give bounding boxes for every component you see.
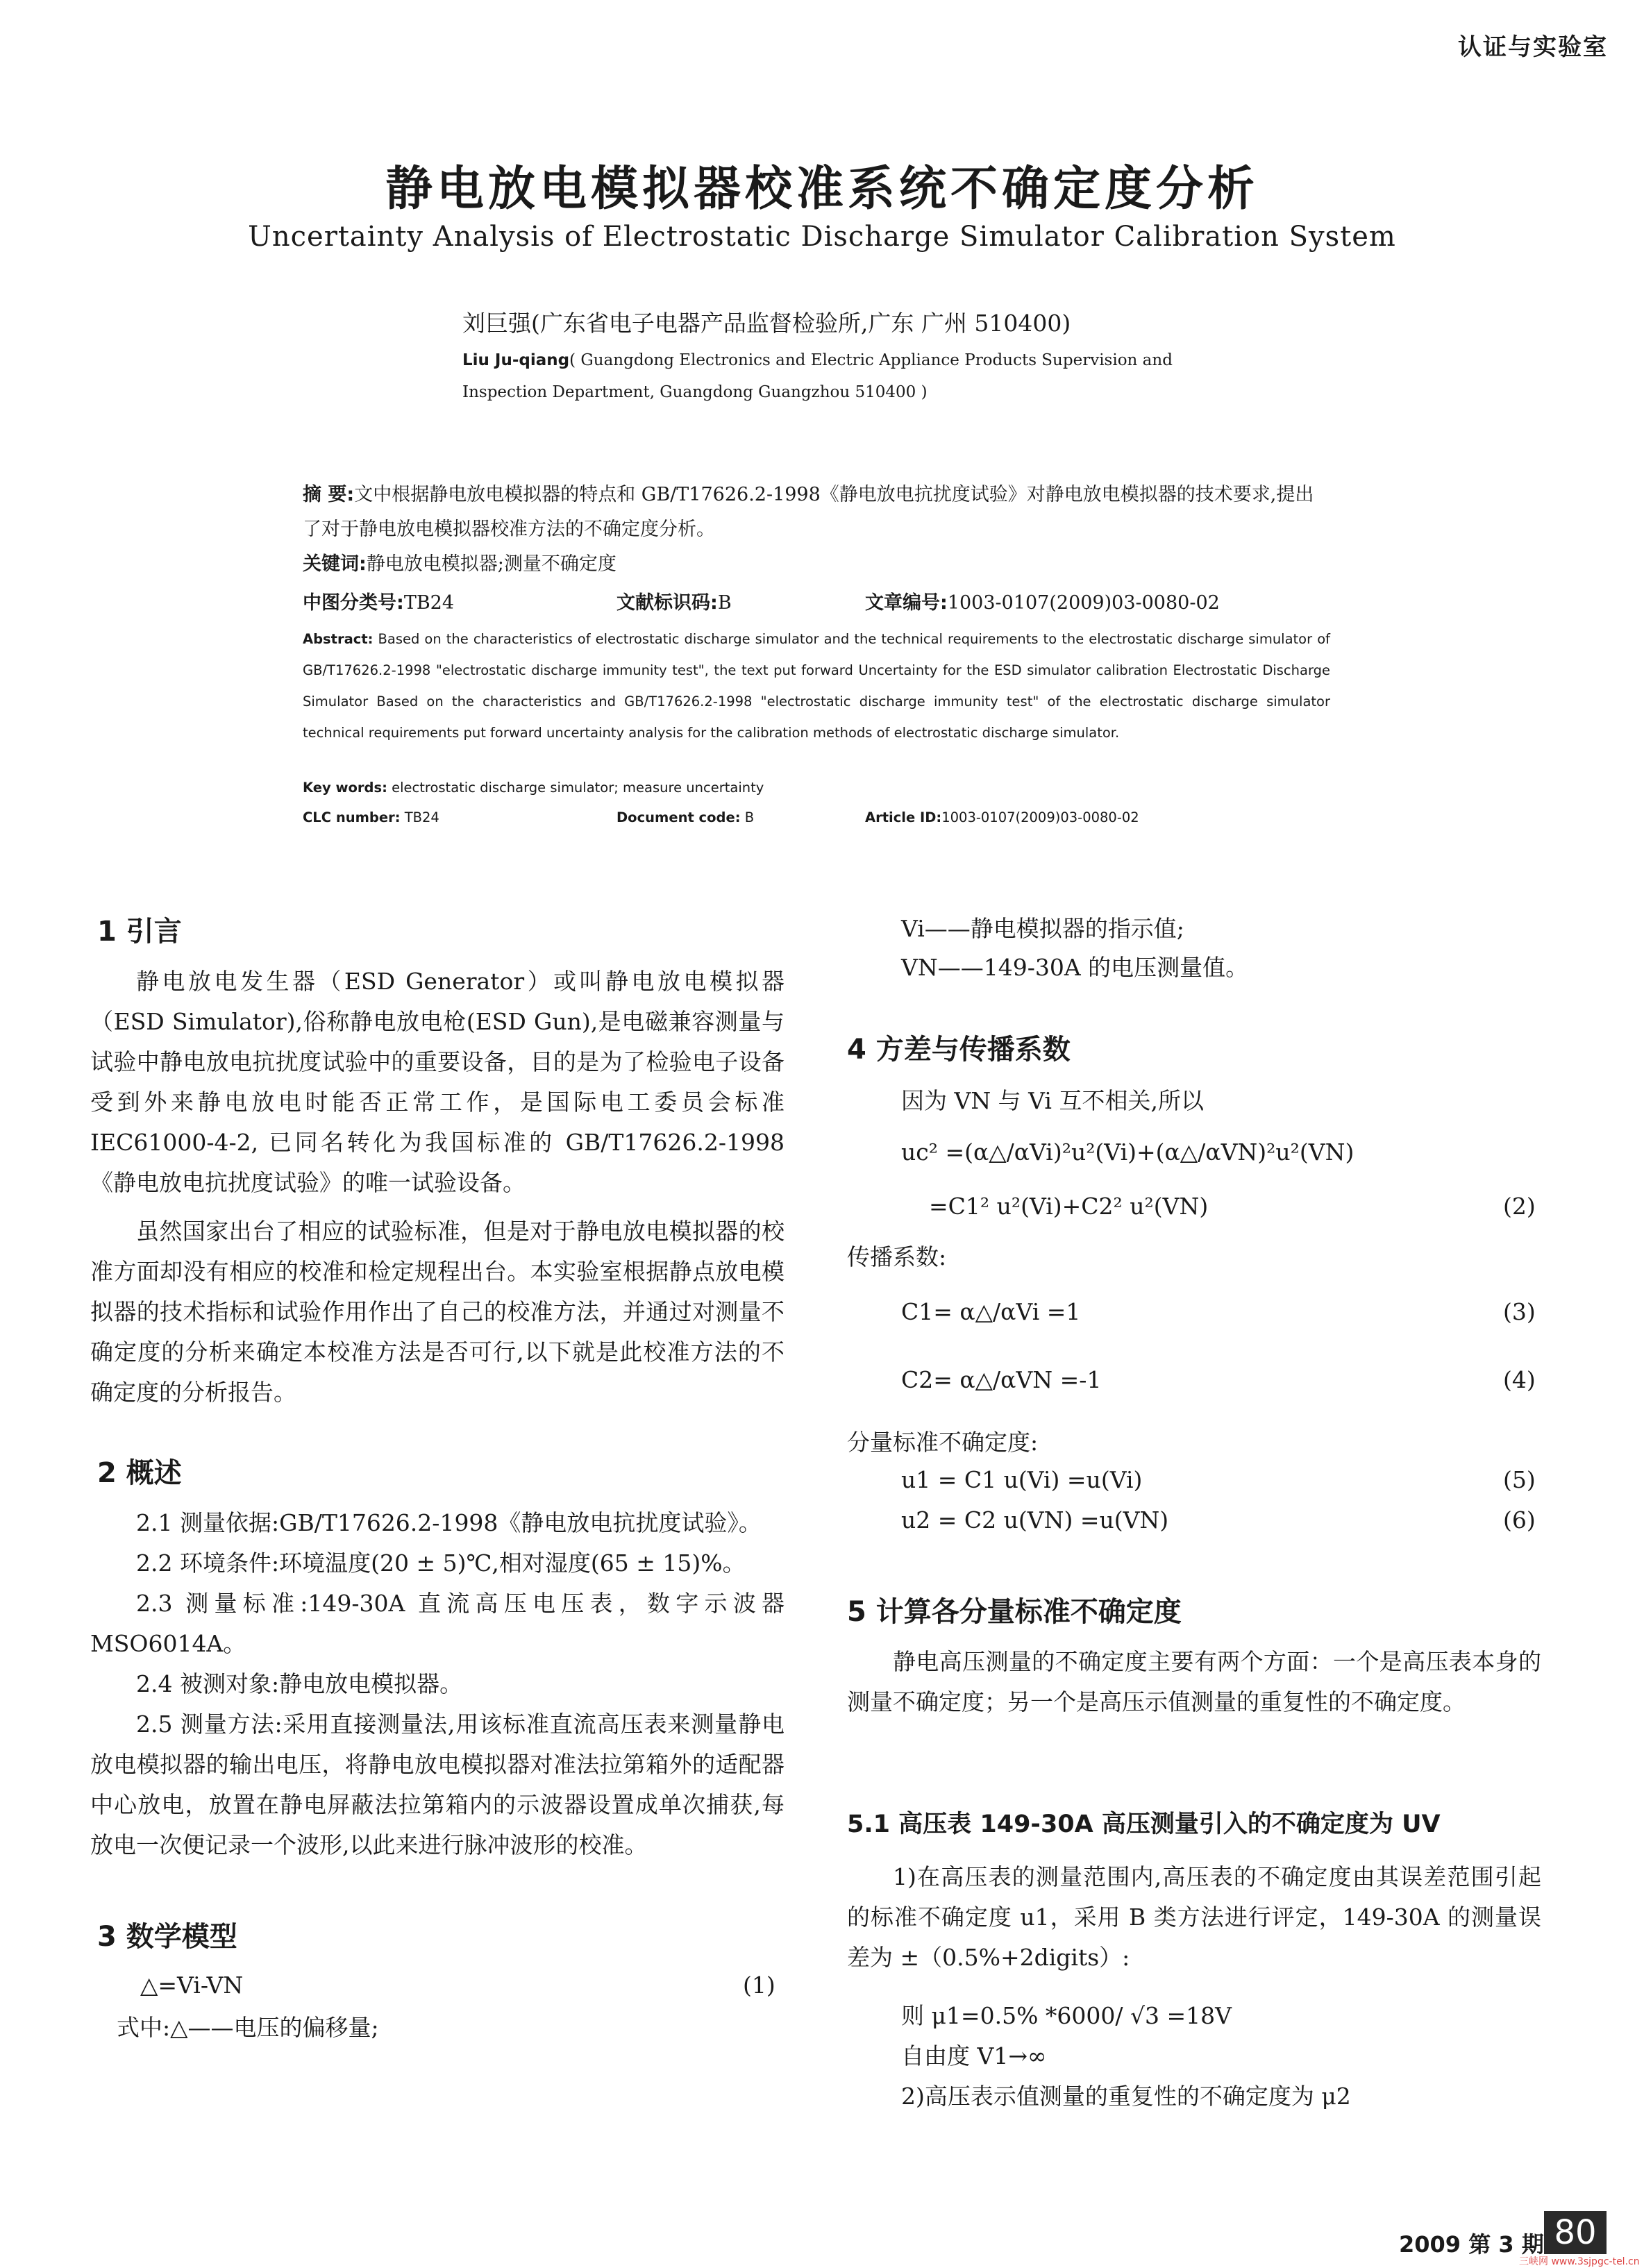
component-uncertainty-label: 分量标准不确定度: bbox=[847, 1429, 1039, 1456]
equation-2-line-1: uc² =(α△/αVi)²u²(Vi)+(α△/αVN)²u²(VN) bbox=[901, 1139, 1354, 1166]
journal-section-label: 认证与实验室 bbox=[1458, 33, 1608, 61]
paper-title-en: Uncertainty Analysis of Electrostatic Discharge Simulator Calibration System bbox=[248, 221, 1396, 253]
section-5-heading: 5 计算各分量标准不确定度 bbox=[847, 1596, 1182, 1628]
section-1-heading: 1 引言 bbox=[97, 916, 182, 948]
equation-1: △=Vi-VN bbox=[140, 1972, 244, 1999]
where-delta-definition: 式中:△——电压的偏移量; bbox=[117, 2014, 379, 2041]
definition-vi: Vi——静电模拟器的指示值; bbox=[901, 915, 1184, 942]
doc-code-en-value: B bbox=[744, 809, 755, 825]
equation-3: C1= α△/αVi =1 bbox=[901, 1298, 1081, 1325]
article-id-cn-label: 文章编号: bbox=[865, 592, 948, 614]
article-id-en-value: 1003-0107(2009)03-0080-02 bbox=[941, 809, 1139, 825]
equation-1-number: (1) bbox=[743, 1972, 775, 1999]
keywords-cn-text: 静电放电模拟器;测量不确定度 bbox=[366, 553, 616, 575]
section-5-1-calculation: 则 μ1=0.5% *6000/ √3 =18V bbox=[901, 2002, 1232, 2029]
doc-code-cn-label: 文献标识码: bbox=[616, 592, 718, 614]
section-2-item-2: 2.2 环境条件:环境温度(20 ± 5)℃,相对湿度(65 ± 15)%。 bbox=[136, 1549, 746, 1577]
clc-cn-value: TB24 bbox=[403, 592, 455, 614]
doc-code-en-label: Document code: bbox=[616, 809, 741, 825]
keywords-en-label: Key words: bbox=[303, 780, 387, 796]
article-id-en-label: Article ID: bbox=[865, 809, 942, 825]
doc-code-cn-value: B bbox=[717, 592, 732, 614]
equation-6-number: (6) bbox=[1503, 1506, 1536, 1534]
keywords-en bbox=[303, 780, 1330, 796]
abstract-cn-text: 文中根据静电放电模拟器的特点和 GB/T17626.2-1998《静电放电抗扰度试验》对静电放电模拟器的技术要求,提出了对于静电放电模拟器校准方法的不确定度分析。 bbox=[303, 484, 1314, 540]
section-2-item-3: 2.3 测量标准:149-30A 直流高压电压表，数字示波器 MSO6014A。 bbox=[90, 1590, 785, 1657]
section-4-intro: 因为 VN 与 Vi 互不相关,所以 bbox=[901, 1087, 1204, 1114]
section-5-1-heading: 5.1 高压表 149-30A 高压测量引入的不确定度为 UV bbox=[847, 1811, 1441, 1838]
section-2-item-1: 2.1 测量依据:GB/T17626.2-1998《静电放电抗扰度试验》。 bbox=[136, 1509, 762, 1536]
watermark: 三峡网 www.3sjpgc-tel.cn bbox=[1519, 2256, 1640, 2267]
equation-2-line-2: =C1² u²(Vi)+C2² u²(VN) bbox=[929, 1193, 1209, 1220]
section-1-paragraph-2: 虽然国家出台了相应的试验标准，但是对于静电放电模拟器的校准方面却没有相应的校准和检定规程出台。本实验室根据静点放电模拟器的技术指标和试验作用作出了自己的校准方法，并通过对测量不确定度的分析来确定本校准方法是否可行,以下就是此校准方法的不确定度的分析报告。 bbox=[90, 1218, 785, 1406]
equation-5-number: (5) bbox=[1503, 1466, 1536, 1493]
propagation-coefficient-label: 传播系数: bbox=[847, 1243, 947, 1270]
author-en-affil-2: Inspection Department, Guangdong Guangzhou 510400 ) bbox=[462, 383, 928, 401]
definition-vn: VN——149-30A 的电压测量值。 bbox=[901, 954, 1249, 981]
article-id-cn-value: 1003-0107(2009)03-0080-02 bbox=[947, 592, 1220, 614]
paper-title-cn: 静电放电模拟器校准系统不确定度分析 bbox=[385, 161, 1259, 217]
keywords-cn-label: 关键词: bbox=[303, 553, 367, 575]
clc-en-label: CLC number: bbox=[303, 809, 401, 825]
section-2-item-5: 2.5 测量方法:采用直接测量法,用该标准直流高压表来测量静电放电模拟器的输出电压，将静电放电模拟器对准法拉第箱外的适配器中心放电，放置在静电屏蔽法拉第箱内的示波器设置成单次捕获,每放电一次便记录一个波形,以此来进行脉冲波形的校准。 bbox=[90, 1711, 785, 1858]
doc-code-cn bbox=[616, 587, 732, 614]
clc-en-value: TB24 bbox=[404, 809, 439, 825]
equation-2-number: (2) bbox=[1503, 1193, 1536, 1220]
keywords-cn bbox=[303, 548, 1330, 576]
equation-6: u2 = C2 u(VN) =u(VN) bbox=[901, 1506, 1169, 1534]
section-5-1-degrees-of-freedom: 自由度 V1→∞ bbox=[901, 2042, 1047, 2069]
clc-en bbox=[303, 809, 439, 825]
section-4-heading: 4 方差与传播系数 bbox=[847, 1034, 1071, 1066]
section-5-1-paragraph-2: 2)高压表示值测量的重复性的不确定度为 μ2 bbox=[901, 2083, 1351, 2110]
clc-cn-label: 中图分类号: bbox=[303, 592, 404, 614]
equation-5: u1 = C1 u(Vi) =u(Vi) bbox=[901, 1466, 1143, 1493]
article-id-cn bbox=[865, 587, 1220, 614]
clc-cn bbox=[303, 587, 454, 614]
equation-4-number: (4) bbox=[1503, 1366, 1536, 1393]
keywords-en-text: electrostatic discharge simulator; measure uncertainty bbox=[392, 780, 764, 796]
article-id-en bbox=[865, 809, 1139, 825]
section-2-item-4: 2.4 被测对象:静电放电模拟器。 bbox=[136, 1670, 463, 1697]
abstract-cn-label: 摘 要: bbox=[303, 484, 355, 505]
author-en-name: Liu Ju-qiang bbox=[462, 351, 570, 369]
doc-code-en bbox=[616, 809, 754, 825]
abstract-en-label: Abstract: bbox=[303, 631, 374, 647]
page-number: 80 bbox=[1544, 2211, 1607, 2254]
section-5-paragraph-1: 静电高压测量的不确定度主要有两个方面：一个是高压表本身的测量不确定度；另一个是高压示值测量的重复性的不确定度。 bbox=[847, 1648, 1541, 1715]
section-2-heading: 2 概述 bbox=[97, 1457, 182, 1489]
equation-3-number: (3) bbox=[1503, 1298, 1536, 1325]
section-5-1-paragraph-1: 1)在高压表的测量范围内,高压表的不确定度由其误差范围引起的标准不确定度 u1，采用 B 类方法进行评定，149-30A 的测量误差为 ±（0.5%+2digits）: bbox=[847, 1863, 1541, 1971]
author-cn: 刘巨强(广东省电子电器产品监督检验所,广东 广州 510400) bbox=[462, 310, 1071, 337]
abstract-en-text: Based on the characteristics of electrostatic discharge simulator and the technical requirements to the electrostatic discharge simulator of GB/T17626.2-1998 "electrostatic discharge immunity test", the text put forward Uncertainty for the ESD simulator calibration Electrostatic Discharge Simulator Based on the characteristics and GB/T17626.2-1998 "electrostatic discharge immunity test" of the electrostatic discharge simulator technical requirements put forward uncertainty analysis for the calibration methods of electrostatic discharge simulator. bbox=[303, 631, 1330, 741]
author-en-line1 bbox=[462, 351, 1173, 369]
footer-issue: 2009 第 3 期 bbox=[1399, 2231, 1544, 2258]
abstract-en bbox=[303, 623, 1330, 748]
author-en-affil-1: ( Guangdong Electronics and Electric Appliance Products Supervision and bbox=[569, 351, 1173, 369]
equation-4: C2= α△/αVN =-1 bbox=[901, 1366, 1102, 1393]
section-3-heading: 3 数学模型 bbox=[97, 1921, 237, 1953]
abstract-cn bbox=[303, 478, 1330, 547]
section-1-paragraph-1: 静电放电发生器（ESD Generator）或叫静电放电模拟器（ESD Simulator),俗称静电放电枪(ESD Gun),是电磁兼容测量与试验中静电放电抗扰度试验中的重要设备，目的是为了检验电子设备受到外来静电放电时能否正常工作，是国际电工委员会标准 IEC61000-4-2, 已同名转化为我国标准的 GB/T17626.2-1998《静电放电抗扰度试验》的唯一试验设备。 bbox=[90, 968, 785, 1196]
